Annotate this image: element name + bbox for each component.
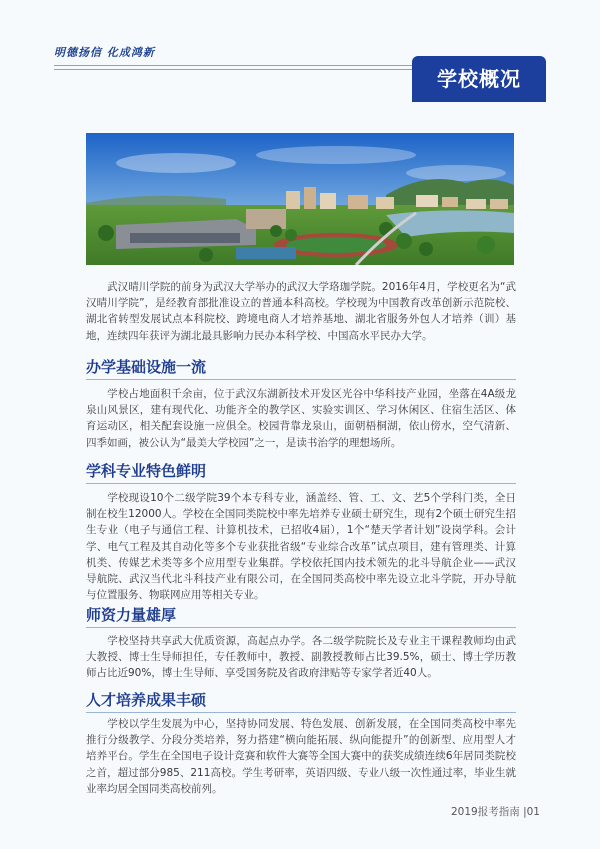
section-title: 师资力量雄厚 — [86, 606, 177, 624]
section-heading-facilities — [86, 356, 516, 380]
campus-photo — [86, 133, 514, 265]
section-title: 办学基础设施一流 — [86, 358, 207, 376]
section-paragraph-outcomes — [86, 716, 516, 797]
section-heading-disciplines — [86, 460, 516, 484]
page-title: 学校概况 — [437, 67, 521, 91]
intro-paragraph — [86, 279, 516, 344]
footer-separator: | — [523, 806, 527, 818]
section-paragraph-facilities — [86, 386, 516, 451]
section-text: 学校现设10个二级学院39个本专科专业，涵盖经、管、工、文、艺5个学科门类，全日制在校生12000人。学校在全国同类院校中率先培养专业硕士研究生，现有2个硕士研究生招生专业（电子与通信工程、计算机技术，已招收4届），1个“楚天学者计划”设岗学科。会计学、电气工程及其自动化等多个专业获批省级“专业综合改革”试点项目，建有管理类、计算机类、传媒艺术类等多个应用型专业集群。学校依托国内技术领先的北斗导航企业——武汉导航院、武汉当代北斗科技产业有限公司，在全国同类高校中率先设立北斗学院，开办导航与位置服务、物联网应用等相关专业。 — [86, 492, 516, 602]
section-rule — [86, 483, 516, 484]
page-number: 01 — [526, 806, 540, 818]
section-heading-faculty — [86, 604, 516, 628]
section-paragraph-disciplines — [86, 490, 516, 603]
header-slogan: 明德扬信 化成鸿新 — [54, 46, 155, 59]
section-paragraph-faculty — [86, 633, 516, 682]
section-text: 学校占地面积千余亩，位于武汉东湖新技术开发区光谷中华科技产业园，坐落在4A级龙泉山风景区，建有现代化、功能齐全的教学区、实验实训区、学习休闲区、住宿生活区、体育运动区，相关配套设施一应俱全。校园背靠龙泉山，面朝梧桐湖，依山傍水，空气清新、四季如画，被公认为“最美大学校园”之一，是读书治学的理想场所。 — [86, 388, 516, 449]
section-title: 学科专业特色鲜明 — [86, 462, 207, 480]
footer-guide-label: 2019报考指南 — [451, 806, 520, 818]
section-rule — [86, 712, 516, 713]
page-footer — [420, 804, 540, 819]
section-rule — [86, 627, 516, 628]
intro-text: 武汉晴川学院的前身为武汉大学举办的武汉大学珞珈学院。2016年4月，学校更名为“武汉晴川学院”，是经教育部批准设立的普通本科高校。学校现为中国教育改革创新示范院校、湖北省转型发展试点本科院校、跨境电商人才培养基地、湖北省服务外包人才培养（训）基地，连续四年获评为湖北最具影响力民办本科学校、中国高水平民办大学。 — [86, 281, 516, 342]
section-heading-outcomes — [86, 689, 516, 713]
section-rule — [86, 379, 516, 380]
section-text: 学校以学生发展为中心，坚持协同发展、特色发展、创新发展，在全国同类高校中率先推行分级教学、分段分类培养，努力搭建“横向能拓展、纵向能提升”的创新型、应用型人才培养平台。学生在全国电子设计竞赛和软件大赛等全国大赛中的获奖成绩连续6年居同类院校之首，超过部分985、211高校。学生考研率，英语四级、专业八级一次性通过率，毕业生就业率均居全国同类高校前列。 — [86, 718, 516, 795]
section-text: 学校坚持共享武大优质资源，高起点办学。各二级学院院长及专业主干课程教师均由武大教授、博士生导师担任，专任教师中，教授、副教授教师占比39.5%，硕士、博士学历教师占比近90%，博士生导师、享受国务院及省政府津贴等专家学者近40人。 — [86, 635, 516, 680]
section-title: 人才培养成果丰硕 — [86, 691, 207, 709]
